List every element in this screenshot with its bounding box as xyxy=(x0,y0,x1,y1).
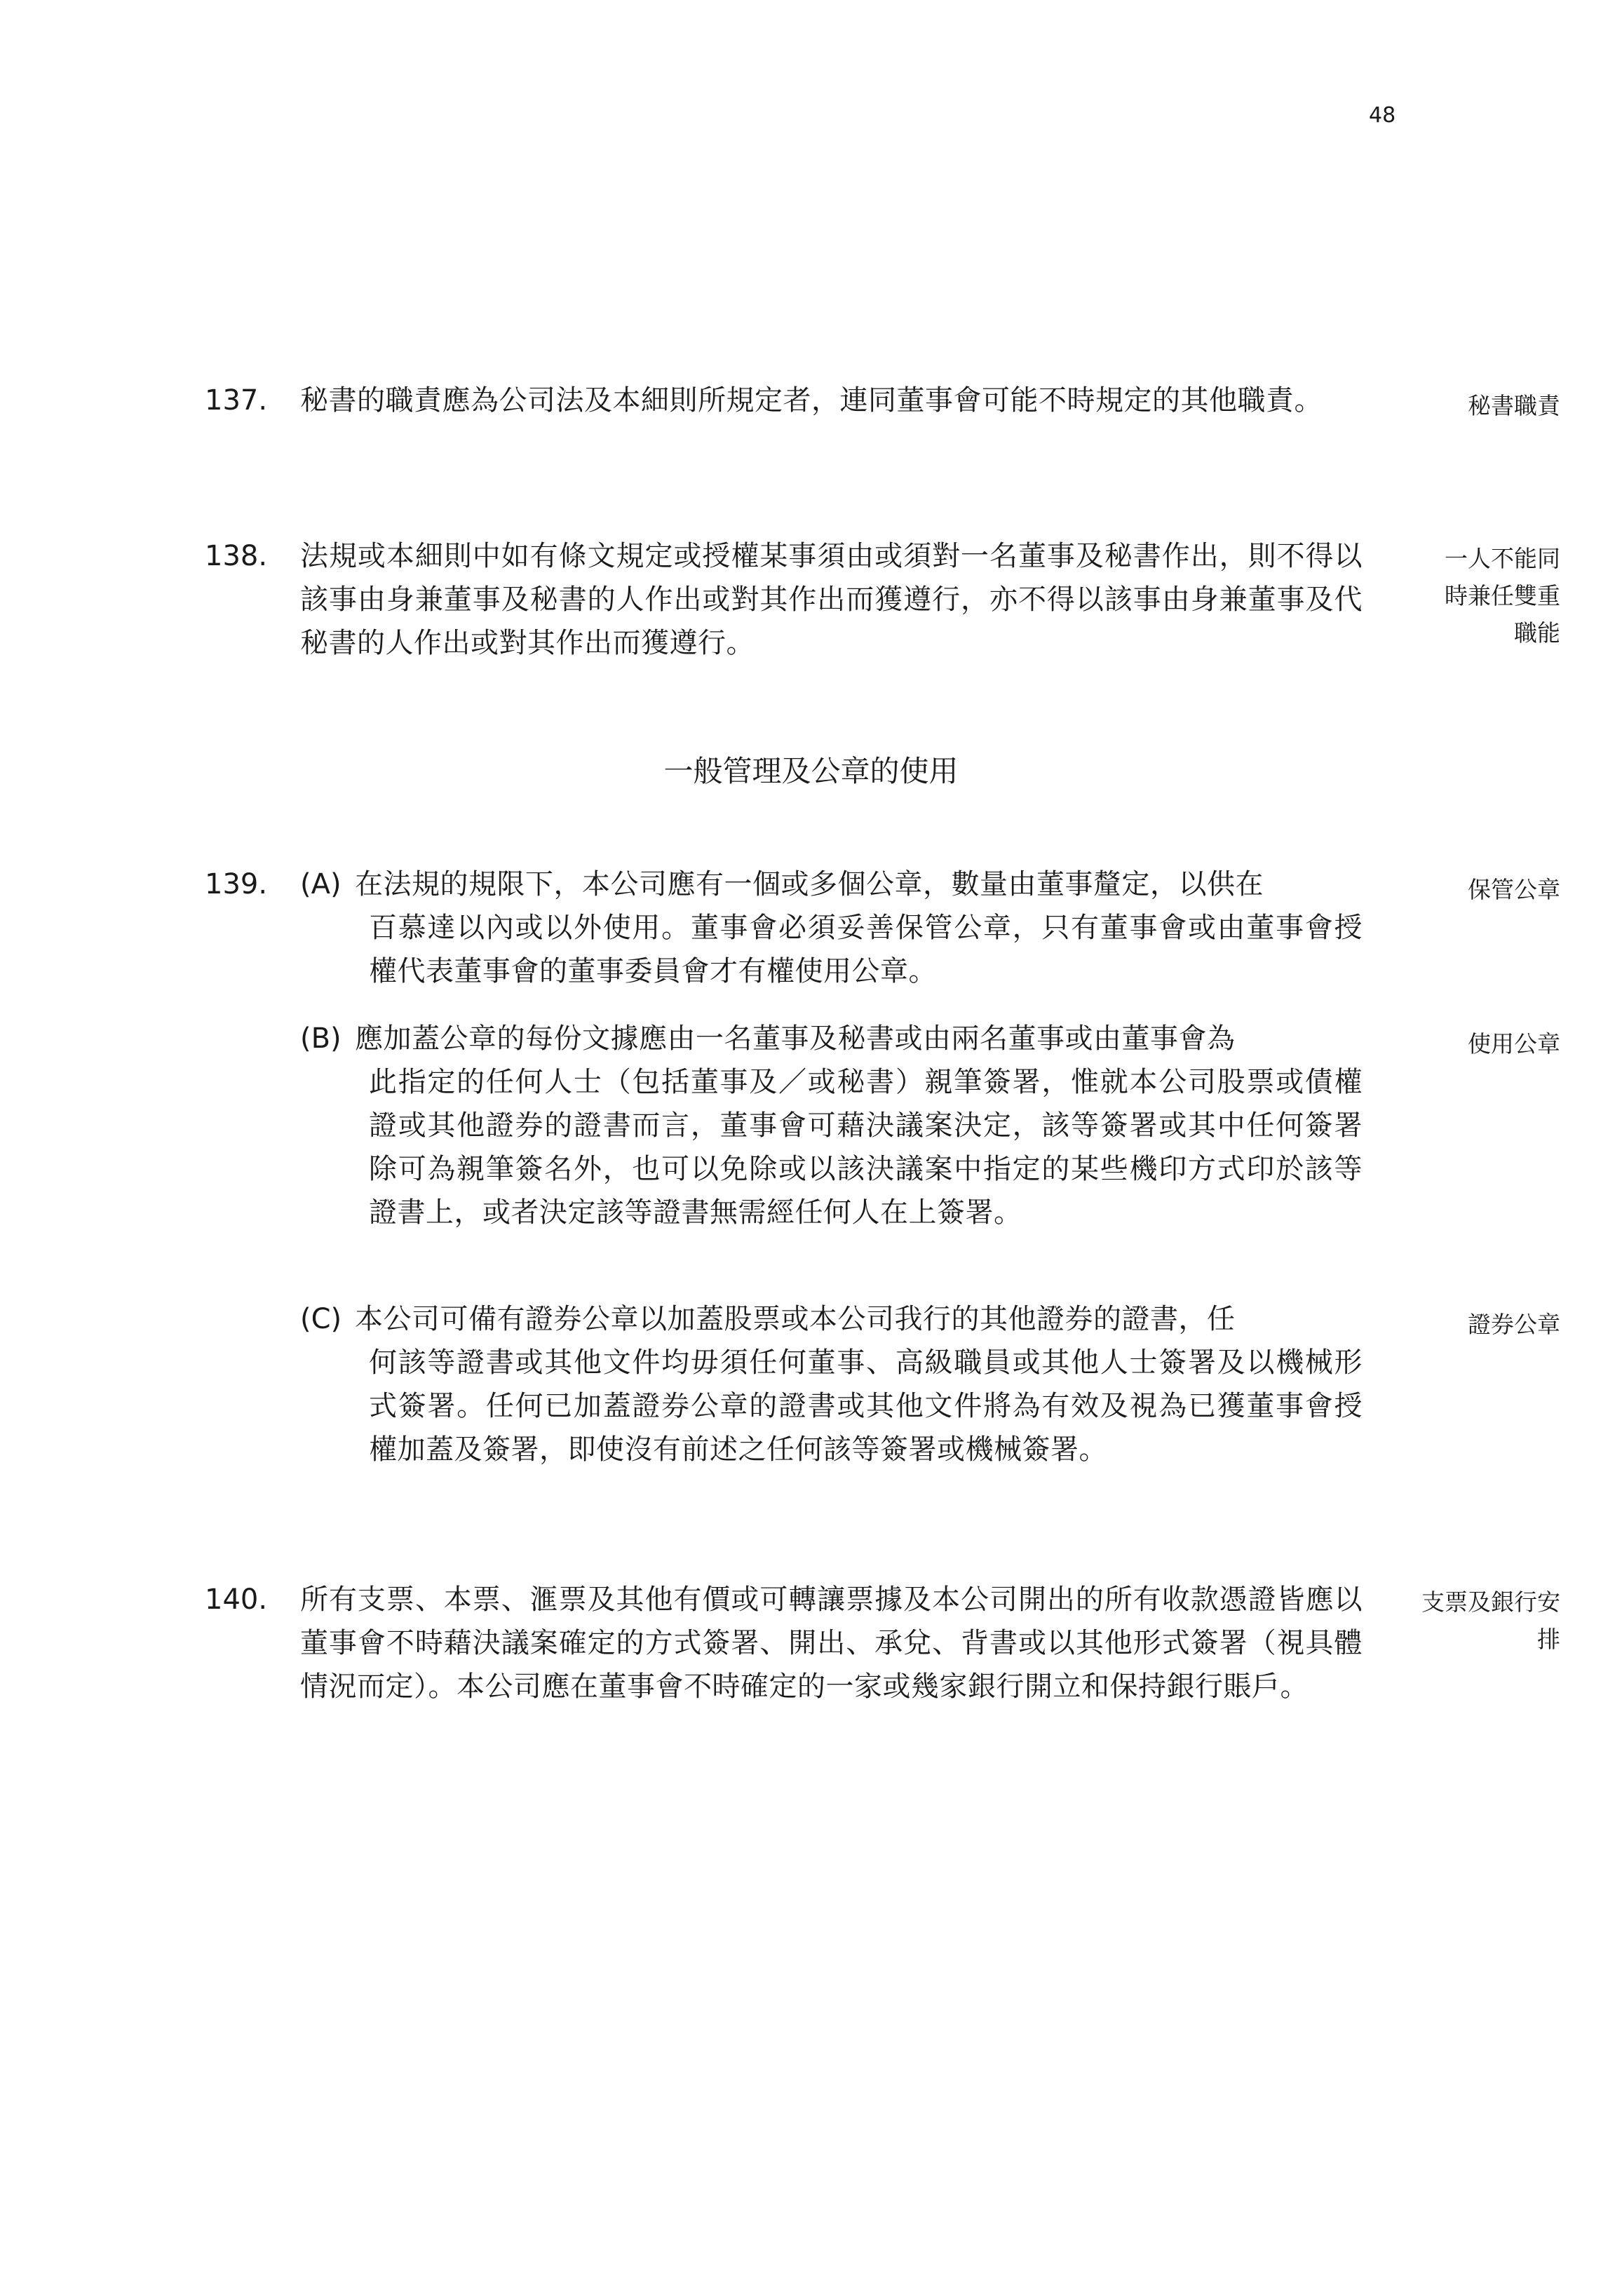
page-number: 48 xyxy=(1369,103,1396,128)
clause-text-140: 所有支票、本票、滙票及其他有價或可轉讓票據及本公司開出的所有收款憑證皆應以董事會不時藉決議案確定的方式簽署、開出、承兌、背書或以其他形式簽署（視具體情況而定）。本公司應在董事會不時確定的一家或幾家銀行開立和保持銀行賬戶。 xyxy=(300,1583,1363,1703)
subclause-label-b: (B) xyxy=(300,1022,342,1055)
clause-number-138: 138. xyxy=(205,540,268,572)
margin-note-line: 支票及銀行安 xyxy=(1421,1588,1560,1616)
clause-text-138: 法規或本細則中如有條文規定或授權某事須由或須對一名董事及秘書作出，則不得以該事由身兼董事及秘書的人作出或對其作出而獲遵行，亦不得以該事由身兼董事及代秘書的人作出或對其作出而獲遵行。 xyxy=(300,540,1363,659)
subclause-continuation: 百慕達以內或以外使用。董事會必須妥善保管公章，只有董事會或由董事會授權代表董事會的董事委員會才有權使用公章。 xyxy=(369,912,1363,987)
subclause-continuation: 何該等證書或其他文件均毋須任何董事、高級職員或其他人士簽署及以機械形式簽署。任何已加蓋證券公章的證書或其他文件將為有效及視為已獲董事會授權加蓋及簽署，即使沒有前述之任何該等簽署或機械簽署。 xyxy=(369,1346,1363,1466)
margin-note-line: 一人不能同 xyxy=(1445,545,1560,572)
clause-text-137: 秘書的職責應為公司法及本細則所規定者，連同董事會可能不時規定的其他職責。 xyxy=(300,384,1323,417)
subclause-text-c xyxy=(355,1297,1363,1471)
clause-number-137: 137. xyxy=(205,384,268,417)
clause-number-140: 140. xyxy=(205,1583,268,1616)
margin-note-140 xyxy=(1378,1583,1560,1658)
subclause-text-a xyxy=(355,863,1363,993)
subclause-text-b xyxy=(355,1017,1363,1234)
section-heading: 一般管理及公章的使用 xyxy=(663,754,959,788)
subclause-continuation: 此指定的任何人士（包括董事及／或秘書）親筆簽署，惟就本公司股票或債權證或其他證券的證書而言，董事會可藉決議案決定，該等簽署或其中任何簽署除可為親筆簽名外，也可以免除或以該決議案中指定的某些機印方式印於該等證書上，或者決定該等證書無需經任何人在上簽署。 xyxy=(369,1066,1363,1229)
margin-note-139b: 使用公章 xyxy=(1468,1030,1560,1058)
clause-number-139: 139. xyxy=(205,868,268,900)
subclause-first-line: 在法規的規限下，本公司應有一個或多個公章，數量由董事釐定，以供在 xyxy=(355,868,1264,900)
subclause-first-line: 本公司可備有證券公章以加蓋股票或本公司我行的其他證券的證書，任 xyxy=(355,1303,1236,1335)
margin-note-line: 職能 xyxy=(1514,619,1560,647)
subclause-label-c: (C) xyxy=(300,1303,342,1335)
subclause-label-a: (A) xyxy=(300,868,342,900)
subclause-first-line: 應加蓋公章的每份文據應由一名董事及秘書或由兩名董事或由董事會為 xyxy=(355,1022,1236,1055)
margin-note-137: 秘書職責 xyxy=(1468,392,1560,419)
margin-note-138 xyxy=(1378,540,1560,651)
margin-note-139c: 證券公章 xyxy=(1468,1311,1560,1338)
margin-note-line: 時兼任雙重 xyxy=(1445,582,1560,609)
margin-note-139a: 保管公章 xyxy=(1468,876,1560,903)
margin-note-line: 排 xyxy=(1537,1626,1560,1653)
